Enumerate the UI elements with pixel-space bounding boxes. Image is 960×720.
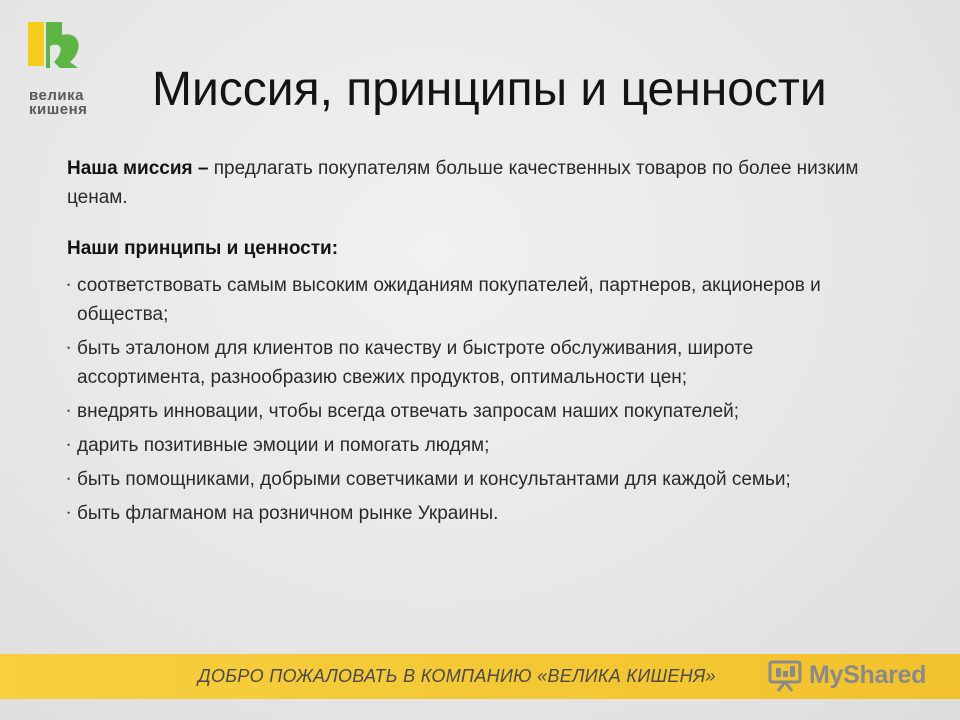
bullet-icon: • bbox=[67, 474, 71, 484]
list-item bbox=[67, 397, 867, 426]
bullet-icon: • bbox=[67, 343, 71, 353]
presentation-board-icon bbox=[767, 660, 803, 692]
mission-paragraph bbox=[67, 154, 867, 212]
list-item bbox=[67, 499, 867, 528]
list-item-text: быть флагманом на розничном рынке Украины. bbox=[77, 503, 499, 524]
company-logo bbox=[26, 20, 126, 118]
bullet-icon: • bbox=[67, 406, 71, 416]
footer-text: ДОБРО ПОЖАЛОВАТЬ В КОМПАНИЮ «ВЕЛИКА КИШЕНЯ» bbox=[198, 666, 716, 686]
slide-content bbox=[67, 154, 867, 533]
list-item bbox=[67, 431, 867, 460]
logo-mark-icon bbox=[26, 20, 82, 70]
mission-label: Наша миссия – bbox=[67, 158, 209, 179]
logo-text-line2: кишеня bbox=[29, 101, 88, 118]
principles-heading: Наши принципы и ценности: bbox=[67, 238, 339, 259]
list-item bbox=[67, 465, 867, 494]
list-item-text: соответствовать самым высоким ожиданиям покупателей, партнеров, акционеров и общества; bbox=[77, 275, 821, 325]
footer-banner bbox=[0, 654, 960, 699]
list-item-text: быть эталоном для клиентов по качеству и быстроте обслуживания, широте ассортимента, разнообразию свежих продуктов, оптимальности цен; bbox=[77, 338, 754, 388]
logo-text-line1: велика bbox=[29, 87, 84, 104]
mission-text: предлагать покупателям больше качественных товаров по более низким ценам. bbox=[67, 158, 859, 208]
list-item-text: дарить позитивные эмоции и помогать людям; bbox=[77, 435, 490, 456]
list-item bbox=[67, 271, 867, 329]
page-title: Миссия, принципы и ценности bbox=[152, 63, 827, 116]
list-item-text: быть помощниками, добрыми советчиками и консультантами для каждой семьи; bbox=[77, 469, 791, 490]
principles-list bbox=[67, 271, 867, 528]
list-item bbox=[67, 334, 867, 392]
bullet-icon: • bbox=[67, 508, 71, 518]
bullet-icon: • bbox=[67, 280, 71, 290]
bullet-icon: • bbox=[67, 440, 71, 450]
watermark-text: MyShared bbox=[809, 661, 927, 689]
list-item-text: внедрять инновации, чтобы всегда отвечать запросам наших покупателей; bbox=[77, 401, 740, 422]
